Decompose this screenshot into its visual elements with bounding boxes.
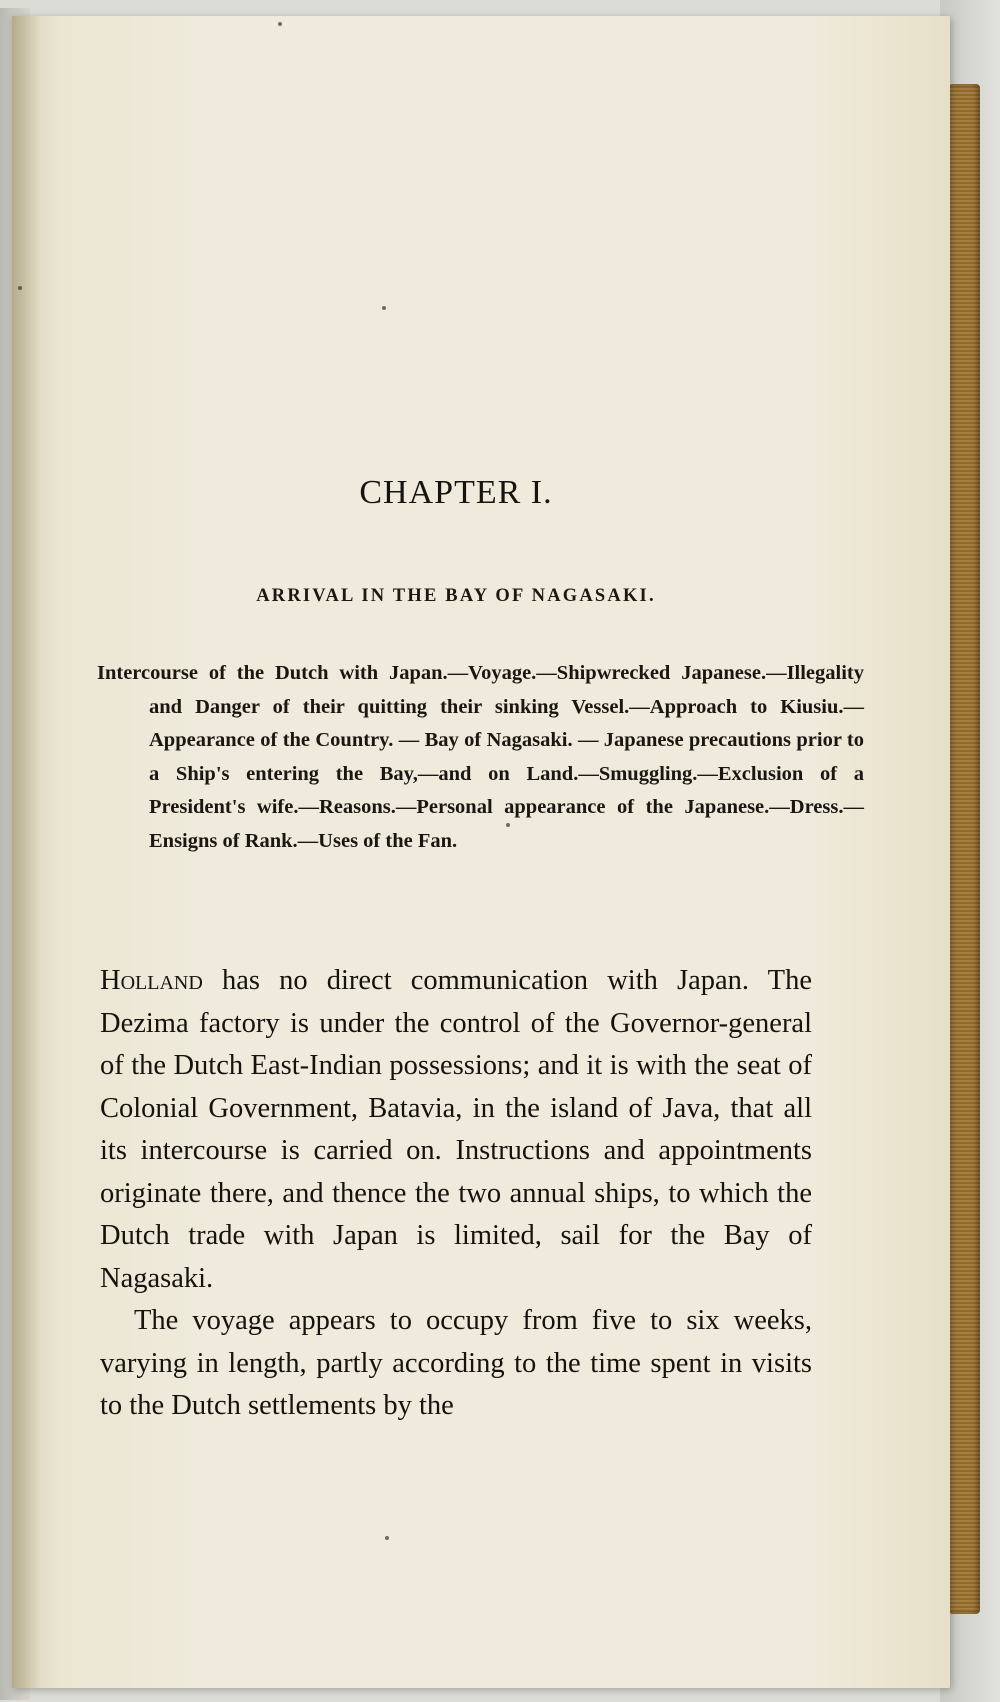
book-page <box>12 16 950 1688</box>
paper-speck <box>382 306 386 310</box>
book-spine <box>950 84 980 1614</box>
paper-speck <box>385 1536 389 1540</box>
page-content <box>12 16 950 1688</box>
chapter-title: CHAPTER I. <box>359 474 553 511</box>
chapter-summary: Intercourse of the Dutch with Japan.—Voyage.—Shipwrecked Japanese.—Illegality and Danger of their quitting their sinking Vessel.—Approach to Kiusiu.—Appearance of the Country. — Bay of Nagasaki. — Japanese precautions prior to a Ship's entering the Bay,—and on Land.—Smuggling.—Exclusion of a President's wife.—Reasons.—Personal appearance of the Japanese.—Dress.—Ensigns of Rank.—Uses of the Fan. <box>97 662 864 852</box>
paper-speck <box>18 286 22 290</box>
paper-speck <box>506 823 510 827</box>
paragraph-1-text: has no direct communication with Japan. The Dezima factory is under the control of the Governor-general of the Dutch East-Indian possessions; and it is with the seat of Colonial Government, Batavia, in the island of Java, that all its intercourse is carried on. Instructions and appointments originate there, and thence the two annual ships, to which the Dutch trade with Japan is limited, sail for the Bay of Nagasaki. <box>100 965 812 1294</box>
paragraph-1 <box>100 960 812 1300</box>
paper-speck <box>278 22 282 26</box>
paragraph-2: The voyage appears to occupy from five to six weeks, varying in length, partly according to the time spent in visits to the Dutch settlements by the <box>100 1305 812 1421</box>
body-text <box>100 960 812 1428</box>
chapter-subtitle: ARRIVAL IN THE BAY OF NAGASAKI. <box>256 586 656 606</box>
paragraph-1-lead-word: Holland <box>100 965 203 996</box>
